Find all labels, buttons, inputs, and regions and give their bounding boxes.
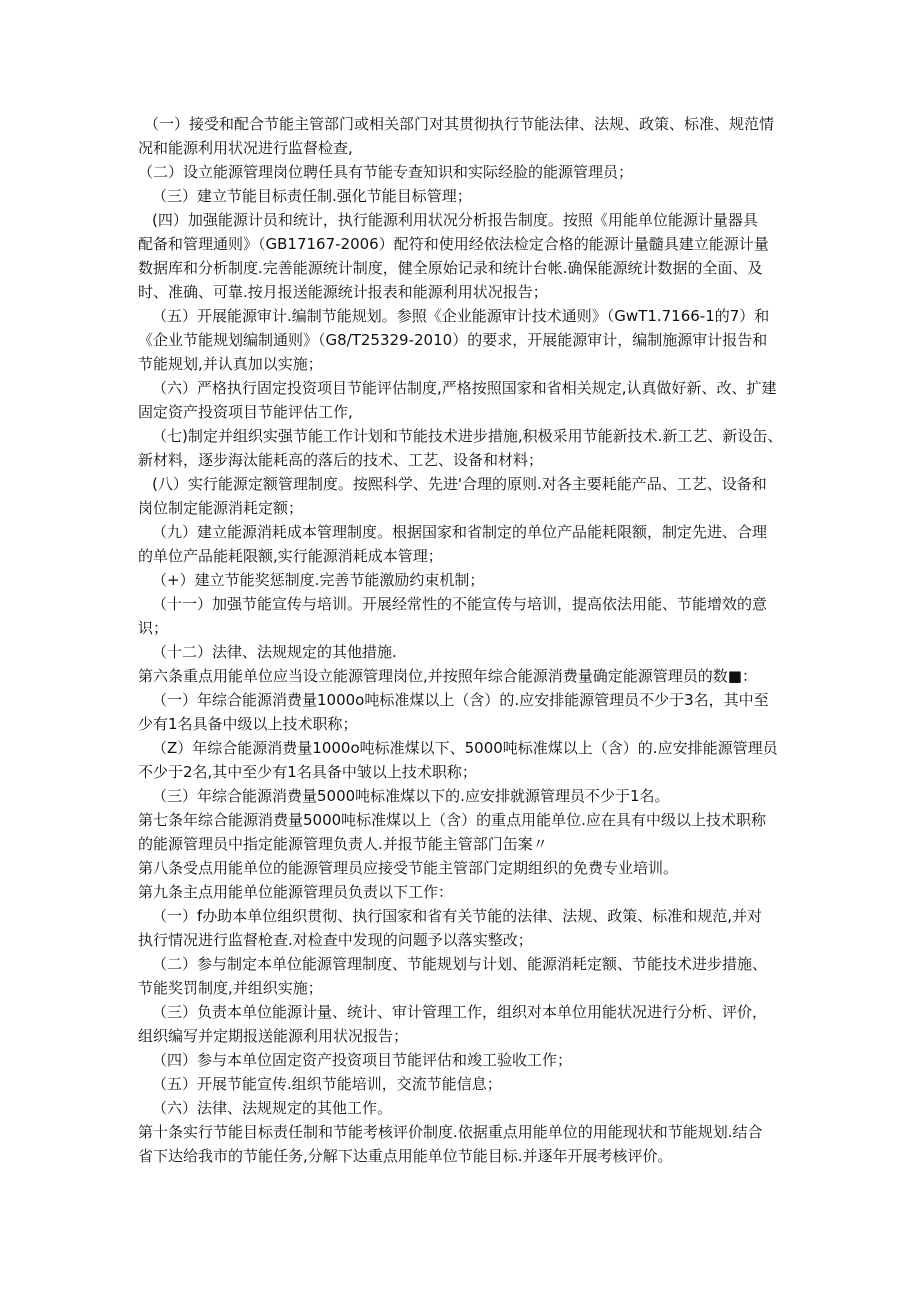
article-10: [138, 1120, 790, 1168]
text-line: （十二）法律、法规规定的其他措施.: [152, 643, 397, 661]
text-line: 新材料，逐步海汰能耗高的落后的技术、工艺、设备和材料；: [138, 451, 544, 469]
clause-item-3: [138, 184, 790, 208]
article-6-item-1: [138, 688, 790, 736]
text-line: 识；: [138, 619, 169, 637]
text-line: 的能源管理员中指定能源管理负责人.并报节能主管部门缶案〃: [138, 835, 548, 853]
clause-item-10: [138, 568, 790, 592]
article-8: [138, 856, 790, 880]
text-line: （一）年综合能源消费量1000o吨标准煤以上（含）的.应安排能源管理员不少于3名，其中至: [152, 691, 769, 709]
text-line: 《企业节能规划编制通则》（G8/T25329-2010）的要求，开展能源审计，编制施源审计报告和: [138, 331, 768, 349]
text-line: 执行情况进行监督枪查.对检查中发现的问题予以落实整改；: [138, 931, 533, 949]
text-line: 第七条年综合能源消费量5000吨标准煤以上（含）的重点用能单位.应在具有中级以上技术职称: [138, 811, 766, 829]
clause-item-6: [138, 376, 790, 424]
clause-item-7: [138, 424, 790, 472]
text-line: （七)制定并组织实强节能工作计划和节能技术进步措施,积极采用节能新技术.新工艺、新设缶、: [152, 427, 783, 445]
text-line: (八）实行能源定额管理制度。按熙科学、先进'合理的原则.对各主要耗能产品、工艺、设备和: [152, 475, 767, 493]
text-line: 节能规划,并认真加以实施；: [138, 355, 323, 373]
text-line: （九）建立能源消耗成本管理制度。根据国家和省制定的单位产品能耗限额，制定先进、合理: [152, 523, 768, 541]
text-line: （一）接受和配合节能主管部门或相关部门对其贯彻执行节能法律、法规、政策、标准、规范情: [144, 115, 775, 133]
article-9-item-5: [138, 1072, 790, 1096]
article-9-item-1: [138, 904, 790, 952]
text-line: 第九条主点用能单位能源管理员负责以下工作：: [138, 883, 454, 901]
article-9-item-2: [138, 952, 790, 1000]
text-line: 况和能源利用状况进行监督检查,: [138, 139, 353, 157]
article-9-item-3: [138, 1000, 790, 1048]
text-line: （四）参与本单位固定资产投资项目节能评估和竣工验收工作；: [152, 1051, 573, 1069]
clause-item-1: [138, 112, 790, 160]
text-line: （二）参与制定本单位能源管理制度、节能规划与计划、能源消耗定额、节能技术进步措施、: [152, 955, 768, 973]
text-line: （二）设立能源管理岗位聘任具有节能专查知识和实际经脸的能源管理员；: [138, 163, 634, 181]
text-line: （五）开展节能宣传.组织节能培训，交流节能信息；: [152, 1075, 502, 1093]
clause-item-11: [138, 592, 790, 640]
article-7: [138, 808, 790, 856]
text-line: （三）建立节能目标责任制.强化节能目标管理；: [152, 187, 472, 205]
text-line: 节能奖罚制度,并组织实施；: [138, 979, 323, 997]
article-6: [138, 664, 790, 688]
clause-item-9: [138, 520, 790, 568]
text-line: （三）负责本单位能源计量、统计、审计管理工作，组织对本单位用能状况进行分析、评价，: [152, 1003, 768, 1021]
clause-item-2: [138, 160, 790, 184]
text-line: 第六条重点用能单位应当设立能源管理岗位,并按照年综合能源消费量确定能源管理员的数■：: [138, 667, 757, 685]
text-line: 不少于2名,其中至少有1名具备中皱以上技术职称；: [138, 763, 477, 781]
article-6-item-2: [138, 736, 790, 784]
clause-item-4: [138, 208, 790, 304]
clause-item-5: [138, 304, 790, 376]
text-line: （五）开展能源审计.编制节能规划。参照《企业能源审计技术通则》（GwT1.7166-1的7）和: [152, 307, 770, 325]
text-line: （三）年综合能源消费量5000吨标准煤以下的.应安排就源管理员不少于1名。: [152, 787, 670, 805]
article-9-item-4: [138, 1048, 790, 1072]
text-line: （+）建立节能奖惩制度.完善节能激励约束机制；: [152, 571, 485, 589]
article-9-item-6: [138, 1096, 790, 1120]
article-6-item-3: [138, 784, 790, 808]
text-line: 少有1名具备中级以上技术职称；: [138, 715, 358, 733]
text-line: 的单位产品能耗限额,实行能源消耗成本管理；: [138, 547, 443, 565]
text-line: 第十条实行节能目标责任制和节能考核评价制度.依据重点用能单位的用能现状和节能规划.结合: [138, 1123, 763, 1141]
text-line: （十一）加强节能宣传与培训。开展经常性的不能宣传与培训，提高依法用能、节能增效的意: [152, 595, 768, 613]
article-9: [138, 880, 790, 904]
clause-item-12: [138, 640, 790, 664]
text-line: 时、准确、可靠.按月报送能源统计报表和能源利用状况报告；: [138, 283, 548, 301]
text-line: （一）f办助本单位组织贯彻、执行国家和省有关节能的法律、法规、政策、标准和规范,并对: [152, 907, 763, 925]
text-line: 第八条受点用能单位的能源管理员应接受节能主管部门定期组织的免费专业培训。: [138, 859, 679, 877]
text-line: （Z）年综合能源消费量1000o吨标准煤以下、5000吨标准煤以上（含）的.应安排能源管理员: [152, 739, 778, 757]
text-line: （六）严格执行固定投资项目节能评估制度,严格按照国家和省相关规定,认真做好新、改、扩建: [152, 379, 777, 397]
text-line: 固定资产投资项目节能评估工作,: [138, 403, 353, 421]
text-line: (四）加强能源计员和统计，执行能源利用状况分析报告制度。按照《用能单位能源计量器具: [152, 211, 758, 229]
text-line: 岗位制定能源消耗定额；: [138, 499, 304, 517]
text-line: 配备和管理通则》（GB17167-2006）配符和使用经依法检定合格的能源计量髓具建立能源计量: [138, 235, 769, 253]
text-line: （六）法律、法规规定的其他工作。: [152, 1099, 393, 1117]
text-line: 省下达给我市的节能任务,分解下达重点用能单位节能目标.并逐年开展考核评价。: [138, 1147, 673, 1165]
text-line: 组织编写并定期报送能源利用状况报告；: [138, 1027, 409, 1045]
clause-item-8: [138, 472, 790, 520]
text-line: 数据库和分析制度.完善能源统计制度，健全原始记录和统计台帐.确保能源统计数据的全面、及: [138, 259, 763, 277]
